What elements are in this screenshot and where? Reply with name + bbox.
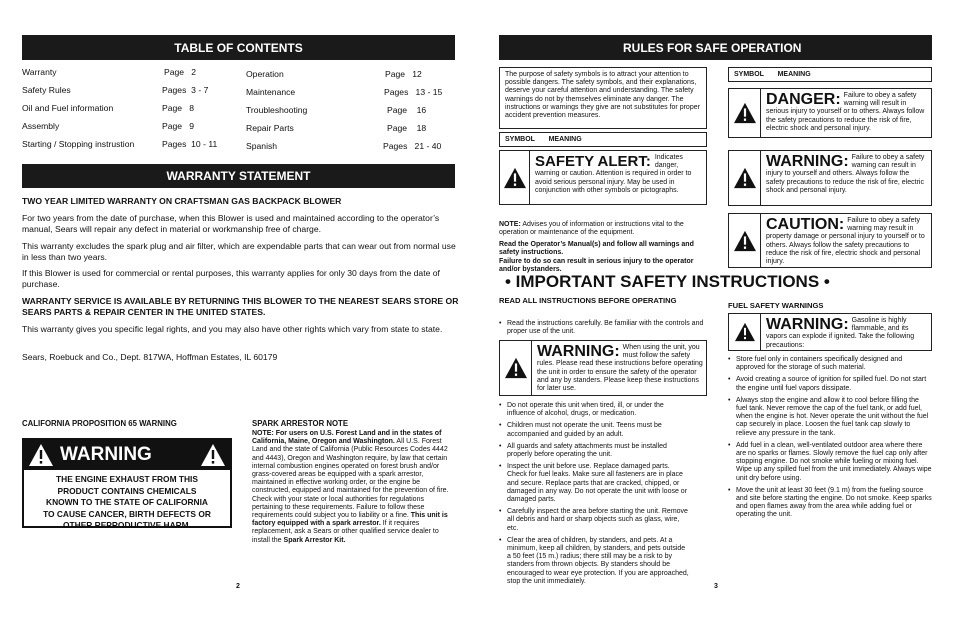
toc-item-label: Assembly [22,121,60,131]
warning-box [728,150,932,206]
warranty-address: Sears, Roebuck and Co., Dept. 817WA, Hoffman Estates, IL 60179 [22,352,278,362]
caution-text: Failure to obey a safety warning may result in property damage or personal injury to yourself or to others. Always follow the safety precautions to reduce the risk of fire, electric shock and personal injury. [766,217,925,266]
operate-bullet-list [499,402,691,590]
warning-icon [504,357,528,379]
meaning-col-label: MEANING [548,136,582,143]
important-title: • IMPORTANT SAFETY INSTRUCTIONS • [505,272,830,291]
safety-alert-icon [503,167,527,189]
danger-box [728,88,932,138]
warning-symbol [729,151,761,205]
prop65-heading: CALIFORNIA PROPOSITION 65 WARNING [22,419,177,428]
fuel-warning-word: WARNING: [766,316,849,333]
read-bullet-list [499,320,707,340]
caution-icon [733,230,757,252]
toc-item[interactable] [246,141,277,151]
operate-warning-symbol [500,341,532,395]
toc-item-label: Warranty [22,67,57,77]
warning-icon [734,322,756,342]
list-item: • Always stop the engine and allow it to cool before filling the fuel tank. Never remove the cap of the fuel tank, or add fuel, when the engine is hot. Never operate the unit without the fuel cap securely in place. Loosen the fuel tank cap slowly to relieve any pressure in the tank. [728,397,932,438]
toc-item-label: Safety Rules [22,85,71,95]
symbol-header-left [499,132,707,147]
fuel-bullet-list [728,356,932,524]
spark-factory: This unit is factory equipped with a spark arrestor. [252,512,448,528]
toc-item[interactable] [246,69,284,79]
toc-item-label: Repair Parts [246,123,294,133]
spark-kit: Spark Arrestor Kit. [283,536,346,544]
warranty-title-bar [22,164,455,188]
spark-tail: If it requires replacement, ask a Sears or other qualified service dealer to install the [252,520,439,544]
warning-triangle-icon [200,443,226,467]
toc-item-label: Maintenance [246,87,296,97]
list-item: • Inspect the unit before use. Replace damaged parts. Check for fuel leaks. Make sure all fasteners are in place and secure. Replace parts that are cracked, chipped, or damaged in any way. Do not operate the unit with loose or damaged parts. [499,463,691,504]
toc-title-bar [22,35,455,60]
caution-meaning [766,217,929,266]
toc-item-page: Page 18 [387,123,427,133]
note-label: NOTE: [499,221,521,228]
prop65-banner [24,440,230,470]
warning-icon [733,167,757,189]
list-item: • Move the unit at least 30 feet (9.1 m) from the fueling source and site before starting the engine. Do not smoke. Keep sparks and open flames away from the area while adding fuel or operating the unit. [728,487,932,520]
warranty-heading: TWO YEAR LIMITED WARRANTY ON CRAFTSMAN GAS BACKPACK BLOWER [22,196,342,206]
danger-icon [733,102,757,124]
operate-warning-meaning [537,344,704,393]
toc-title: TABLE OF CONTENTS [174,40,303,55]
failure-notice: Failure to do so can result in serious injury to the operator and/or bystanders. [499,258,694,274]
list-item: • Carefully inspect the area before starting the unit. Remove all debris and hard or sharp objects such as glass, wire, etc. [499,508,691,533]
warranty-service-notice: WARRANTY SERVICE IS AVAILABLE BY RETURNING THIS BLOWER TO THE NEAREST SEARS STORE OR SEARS PARTS & REPAIR CENTER IN THE UNITED STATES. [22,296,459,317]
danger-meaning [766,92,929,133]
toc-item-page: Page 2 [164,67,197,77]
intro-box [499,67,707,129]
page-number-right: 3 [714,583,718,590]
warranty-paragraph: For two years from the date of purchase, when this Blower is used and maintained according to the operator’s manual, Sears will repair any defect in material or workmanship free of charge. [22,213,440,234]
danger-symbol [729,89,761,137]
prop65-text: THE ENGINE EXHAUST FROM THIS PRODUCT CONTAINS CHEMICALS KNOWN TO THE STATE OF CALIFORNIA TO CAUSE CANCER, BIRTH DEFECTS OR OTHER REPRODUCTIVE HARM. [43,474,211,530]
list-item: • Read the instructions carefully. Be familiar with the controls and proper use of the unit. [499,320,707,336]
spark-heading: SPARK ARRESTOR NOTE [252,419,349,428]
rules-title-bar [499,35,932,60]
spark-text: All U.S. Forest Land and the state of California (Public Resources Codes 4442 and 4443), Oregon and Washington require, by law that certain internal combustion engines operated on forest brush and/or grass-covered areas be equipped with a spark arrestor, maintained in effective working order, or the engine be constructed, equipped and maintained for the prevention of fire. Check with your state or local authorities for regulations pertaining to these requirements. Failure to follow these requirements could subject you to liability or a fine. [252,438,449,520]
list-item: • Store fuel only in containers specifically designed and approved for the storage of such material. [728,356,932,372]
warranty-paragraph: This warranty gives you specific legal rights, and you may also have other rights which vary from state to state. [22,324,443,334]
note-block [499,221,707,237]
fuel-heading: FUEL SAFETY WARNINGS [728,301,824,310]
read-heading: READ ALL INSTRUCTIONS BEFORE OPERATING [499,296,677,305]
safety-alert-text: Indicates danger, warning or caution. Attention is required in order to avoid serious personal injury. May be used in conjunction with other symbols or pictographs. [535,154,692,194]
toc-item-page: Page 9 [162,121,195,131]
symbol-header-right [728,67,932,82]
warning-triangle-icon [28,443,54,467]
danger-word: DANGER: [766,91,841,108]
fuel-warning-text: Gasoline is highly flammable, and its vapors can explode if ignited. Take the following precautions: [766,317,915,349]
toc-item-label: Oil and Fuel information [22,103,114,113]
fuel-warning-symbol [729,314,761,350]
toc-item-page: Page 8 [162,103,195,113]
list-item: • Avoid creating a source of ignition for spilled fuel. Do not start the engine until fuel vapors dissipate. [728,376,932,392]
toc-item[interactable] [22,121,59,131]
rules-title: RULES FOR SAFE OPERATION [623,40,802,55]
toc-item[interactable] [246,105,307,115]
toc-item[interactable] [22,103,113,113]
safety-alert-meaning [535,154,703,195]
toc-item-label: Operation [246,69,284,79]
page-number-left: 2 [236,583,240,590]
toc-item[interactable] [246,87,295,97]
toc-item-page: Page 16 [387,105,427,115]
safety-alert-word: SAFETY ALERT: [535,153,651,170]
warning-meaning [766,154,929,195]
read-manual-notice: Read the Operator’s Manual(s) and follow all warnings and safety instructions. [499,241,694,257]
danger-text: Failure to obey a safety warning will result in serious injury to yourself or to others. Always follow the safety precautions to reduce the risk of fire, electric shock and personal injury. [766,92,925,132]
list-item: • All guards and safety attachments must be installed properly before operating the unit. [499,443,691,459]
meaning-col-label: MEANING [777,71,811,78]
toc-item[interactable] [22,67,57,77]
warning-word: WARNING: [766,153,849,170]
toc-item-label: Troubleshooting [246,105,308,115]
warranty-paragraph: If this Blower is used for commercial or rental purposes, this warranty applies for only 30 days from the date of purchase. [22,268,440,289]
list-item: • Clear the area of children, by standers, and pets. At a minimum, keep all children, by standers, and pets outside a 50 feet (15 m.) radius; there still may be a risk to by standers from thrown objects. By standers should be encouraged to wear eye protection. If you are approached, stop the unit immediately. [499,537,691,586]
list-item: • Children must not operate the unit. Teens must be accompanied and guided by an adult. [499,422,691,438]
intro-text: The purpose of safety symbols is to attract your attention to possible dangers. The safety symbols, and their explanations, deserve your careful attention and understanding. The safety warnings do not by themselves eliminate any danger. The instructions or warnings they give are not substitutes for proper accident prevention measures. [505,71,700,120]
fuel-warning-box [728,313,932,351]
toc-item-page: Pages 13 - 15 [384,87,443,97]
list-item: • Do not operate this unit when tired, ill, or under the influence of alcohol, drugs, or medication. [499,402,691,418]
spark-lead: NOTE: For users on U.S. Forest Land and in the states of California, Maine, Oregon and Washington. [252,430,442,446]
prop65-box [22,438,232,528]
caution-box [728,213,932,268]
warning-text: Failure to obey a safety warning can result in injury to yourself and others. Always follow the safety precautions to reduce the risk of fire, electric shock and personal injury. [766,154,925,194]
symbol-col-label: SYMBOL [734,71,764,78]
warranty-paragraph: This warranty excludes the spark plug and air filter, which are expendable parts that can wear out from normal use in less than two years. [22,241,456,262]
operate-warning-box [499,340,707,396]
toc-item-page: Pages 10 - 11 [162,139,218,149]
list-item: • Add fuel in a clean, well-ventilated outdoor area where there are no sparks or flames. Slowly remove the fuel cap only after stopping engine. Do not smoke while fueling or mixing fuel. Wipe up any spilled fuel from the unit immediately. Always wipe unit dry before using. [728,442,932,483]
toc-item-page: Page 12 [385,69,422,79]
toc-item[interactable] [22,85,71,95]
prop65-word: WARNING [60,444,152,465]
toc-item-label: Spanish [246,141,278,151]
fuel-warning-meaning [766,317,929,350]
warranty-title: WARRANTY STATEMENT [166,169,311,183]
operate-warning-word: WARNING: [537,343,620,360]
spark-body [252,430,452,545]
safety-alert-symbol [500,151,530,204]
toc-item[interactable] [22,139,134,149]
toc-item-label: Starting / Stopping instrustion [22,139,135,149]
caution-word: CAUTION: [766,216,845,233]
safety-alert-box [499,150,707,205]
toc-item[interactable] [246,123,294,133]
note-text: Advises you of information or instructions vital to the operation or maintenance of the equipment. [499,221,684,237]
toc-item-page: Pages 21 - 40 [383,141,442,151]
toc-item-page: Pages 3 - 7 [162,85,209,95]
caution-symbol [729,214,761,267]
symbol-col-label: SYMBOL [505,136,535,143]
operate-warning-text: When using the unit, you must follow the safety rules. Please read these instructions before operating the unit in order to ensure the safety of the operator and any by standers. Please keep these instructions for later use. [537,344,703,393]
